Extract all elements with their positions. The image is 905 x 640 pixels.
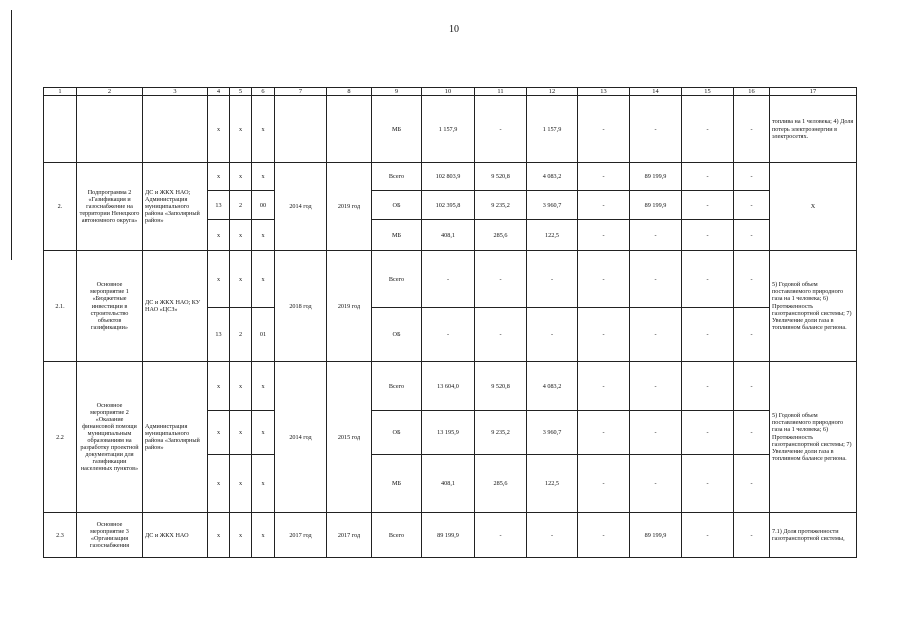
- program-table: [43, 87, 857, 558]
- col-header: 8: [327, 88, 372, 96]
- cell-source: Всего: [372, 251, 422, 308]
- cell-code: х: [230, 455, 252, 513]
- cell-empty: [143, 96, 208, 163]
- cell-value: -: [475, 96, 527, 163]
- cell-executor: ДС и ЖКХ НАО: [143, 513, 208, 558]
- cell-value: 9 520,8: [475, 362, 527, 411]
- cell-code: х: [208, 411, 230, 455]
- cell-empty: [275, 96, 327, 163]
- cell-value: -: [527, 513, 578, 558]
- cell-value: -: [682, 513, 734, 558]
- cell-value: 102 395,8: [422, 191, 475, 220]
- cell-value: -: [630, 308, 682, 362]
- cell-value: -: [578, 96, 630, 163]
- cell-value: -: [422, 251, 475, 308]
- cell-indicator-note: 5) Годовой объем поставляемого природного газа на 1 человека; 6) Протяженность газотранспортной системы; 7) Увеличение доли газа в топливном балансе региона.: [770, 251, 857, 362]
- cell-value: -: [682, 455, 734, 513]
- col-header: 16: [734, 88, 770, 96]
- cell-value: -: [682, 220, 734, 251]
- cell-value: 13 195,9: [422, 411, 475, 455]
- cell-value: -: [682, 191, 734, 220]
- page-number: 10: [449, 24, 459, 35]
- cell-value: -: [578, 251, 630, 308]
- cell-value: 4 083,2: [527, 362, 578, 411]
- cell-row-number: 2.2: [44, 362, 77, 513]
- cell-code: х: [208, 163, 230, 191]
- cell-value: -: [630, 96, 682, 163]
- cell-empty: [44, 96, 77, 163]
- cell-value: -: [734, 220, 770, 251]
- cell-end-year: 2019 год: [327, 163, 372, 251]
- cell-code: х: [230, 411, 252, 455]
- cell-value: -: [734, 455, 770, 513]
- cell-source: ОБ: [372, 411, 422, 455]
- cell-code: х: [230, 163, 252, 191]
- cell-value: -: [682, 251, 734, 308]
- cell-value: 9 235,2: [475, 191, 527, 220]
- col-header: 5: [230, 88, 252, 96]
- margin-line: [11, 10, 12, 260]
- cell-value: 89 199,9: [630, 163, 682, 191]
- cell-executor: Администрация муниципального района «Заполярный район»: [143, 362, 208, 513]
- cell-value: 408,1: [422, 220, 475, 251]
- cell-value: -: [578, 411, 630, 455]
- cell-source: Всего: [372, 513, 422, 558]
- table-row: [44, 251, 857, 308]
- cell-value: -: [578, 220, 630, 251]
- cell-value: 89 199,9: [422, 513, 475, 558]
- table-row: [44, 362, 857, 411]
- cell-value: 1 157,9: [527, 96, 578, 163]
- cell-value: -: [734, 411, 770, 455]
- cell-code: х: [252, 411, 275, 455]
- col-header: 1: [44, 88, 77, 96]
- cell-value: -: [578, 308, 630, 362]
- cell-value: 9 235,2: [475, 411, 527, 455]
- cell-code: х: [252, 513, 275, 558]
- cell-value: -: [475, 251, 527, 308]
- col-header: 10: [422, 88, 475, 96]
- cell-source: Всего: [372, 362, 422, 411]
- cell-end-year: 2017 год: [327, 513, 372, 558]
- cell-source: МБ: [372, 455, 422, 513]
- cell-code: х: [252, 220, 275, 251]
- cell-code: 00: [252, 191, 275, 220]
- cell-code: х: [230, 96, 252, 163]
- cell-value: -: [578, 362, 630, 411]
- cell-code: 2: [230, 191, 252, 220]
- cell-code: х: [252, 96, 275, 163]
- cell-value: -: [734, 251, 770, 308]
- cell-code: х: [230, 362, 252, 411]
- cell-value: 89 199,9: [630, 513, 682, 558]
- cell-code: х: [252, 455, 275, 513]
- cell-code: х: [208, 96, 230, 163]
- cell-code: х: [208, 220, 230, 251]
- cell-value: 13 604,0: [422, 362, 475, 411]
- cell-code: 2: [230, 308, 252, 362]
- cell-value: 122,5: [527, 455, 578, 513]
- cell-code: х: [208, 362, 230, 411]
- col-header: 13: [578, 88, 630, 96]
- cell-value: -: [630, 220, 682, 251]
- cell-end-year: 2019 год: [327, 251, 372, 362]
- cell-start-year: 2017 год: [275, 513, 327, 558]
- cell-start-year: 2018 год: [275, 251, 327, 362]
- cell-row-number: 2.3: [44, 513, 77, 558]
- cell-value: -: [630, 455, 682, 513]
- cell-value: -: [578, 513, 630, 558]
- cell-source: ОБ: [372, 191, 422, 220]
- cell-start-year: 2014 год: [275, 362, 327, 513]
- cell-source: Всего: [372, 163, 422, 191]
- cell-source: ОБ: [372, 308, 422, 362]
- cell-value: -: [422, 308, 475, 362]
- cell-value: -: [682, 163, 734, 191]
- cell-value: -: [578, 163, 630, 191]
- cell-value: -: [630, 411, 682, 455]
- cell-code: х: [252, 251, 275, 308]
- cell-value: -: [734, 513, 770, 558]
- cell-value: -: [682, 411, 734, 455]
- cell-empty: [77, 96, 143, 163]
- cell-row-number: 2.1.: [44, 251, 77, 362]
- col-header: 6: [252, 88, 275, 96]
- cell-value: -: [527, 251, 578, 308]
- cell-code: х: [252, 362, 275, 411]
- col-header: 15: [682, 88, 734, 96]
- table-row: [44, 163, 857, 191]
- cell-indicator-note: топлива на 1 человека; 4) Доля потерь электроэнергии в электросетях.: [770, 96, 857, 163]
- cell-value: 285,6: [475, 455, 527, 513]
- cell-value: 9 520,8: [475, 163, 527, 191]
- cell-value: 102 803,9: [422, 163, 475, 191]
- cell-value: -: [734, 308, 770, 362]
- cell-measure-name: Основное мероприятие 2 «Оказание финансовой помощи муниципальным образованиям на разработку проектной документации для газификации населенных пунктов»: [77, 362, 143, 513]
- cell-value: 3 960,7: [527, 411, 578, 455]
- cell-value: 1 157,9: [422, 96, 475, 163]
- col-header: 11: [475, 88, 527, 96]
- cell-value: -: [682, 308, 734, 362]
- cell-code: х: [230, 513, 252, 558]
- cell-value: -: [734, 362, 770, 411]
- col-header: 9: [372, 88, 422, 96]
- cell-empty: [327, 96, 372, 163]
- cell-executor: ДС и ЖКХ НАО; Администрация муниципального района «Заполярный район»: [143, 163, 208, 251]
- cell-measure-name: Подпрограмма 2 «Газификация и газоснабжение на территории Ненецкого автономного округа»: [77, 163, 143, 251]
- cell-code: 01: [252, 308, 275, 362]
- cell-code: х: [208, 251, 230, 308]
- cell-value: 3 960,7: [527, 191, 578, 220]
- cell-value: -: [734, 191, 770, 220]
- cell-row-number: 2.: [44, 163, 77, 251]
- cell-value: -: [734, 163, 770, 191]
- cell-value: -: [527, 308, 578, 362]
- cell-value: -: [578, 455, 630, 513]
- col-header: 14: [630, 88, 682, 96]
- col-header: 4: [208, 88, 230, 96]
- cell-value: 89 199,9: [630, 191, 682, 220]
- cell-measure-name: Основное мероприятие 3 «Организация газоснабжения: [77, 513, 143, 558]
- cell-indicator-note: 7.1) Доля протяженности газотранспортной системы,: [770, 513, 857, 558]
- cell-indicator-note: Х: [770, 163, 857, 251]
- cell-value: 122,5: [527, 220, 578, 251]
- cell-measure-name: Основное мероприятие 1 «Бюджетные инвестиции в строительство объектов газификации»: [77, 251, 143, 362]
- cell-value: 4 083,2: [527, 163, 578, 191]
- cell-value: -: [475, 308, 527, 362]
- cell-value: -: [682, 96, 734, 163]
- cell-code: х: [230, 220, 252, 251]
- cell-code: 13: [208, 191, 230, 220]
- col-header: 12: [527, 88, 578, 96]
- cell-code: 13: [208, 308, 230, 362]
- table-row: [44, 96, 857, 163]
- cell-indicator-note: 5) Годовой объем поставляемого природного газа на 1 человека; 6) Протяженность газотранспортной системы; 7) Увеличение доли газа в топливном балансе региона.: [770, 362, 857, 513]
- table-row: [44, 513, 857, 558]
- col-header: 17: [770, 88, 857, 96]
- cell-code: х: [252, 163, 275, 191]
- cell-value: -: [630, 251, 682, 308]
- col-header: 7: [275, 88, 327, 96]
- cell-end-year: 2015 год: [327, 362, 372, 513]
- col-header: 2: [77, 88, 143, 96]
- cell-code: х: [208, 455, 230, 513]
- cell-value: -: [630, 362, 682, 411]
- cell-value: -: [578, 191, 630, 220]
- cell-code: х: [208, 513, 230, 558]
- cell-value: 285,6: [475, 220, 527, 251]
- cell-code: х: [230, 251, 252, 308]
- cell-value: 408,1: [422, 455, 475, 513]
- cell-value: -: [734, 96, 770, 163]
- column-number-row: [44, 88, 857, 96]
- cell-value: -: [475, 513, 527, 558]
- cell-source: МБ: [372, 96, 422, 163]
- cell-executor: ДС и ЖКХ НАО; КУ НАО «ЦСЗ»: [143, 251, 208, 362]
- cell-start-year: 2014 год: [275, 163, 327, 251]
- col-header: 3: [143, 88, 208, 96]
- cell-value: -: [682, 362, 734, 411]
- cell-source: МБ: [372, 220, 422, 251]
